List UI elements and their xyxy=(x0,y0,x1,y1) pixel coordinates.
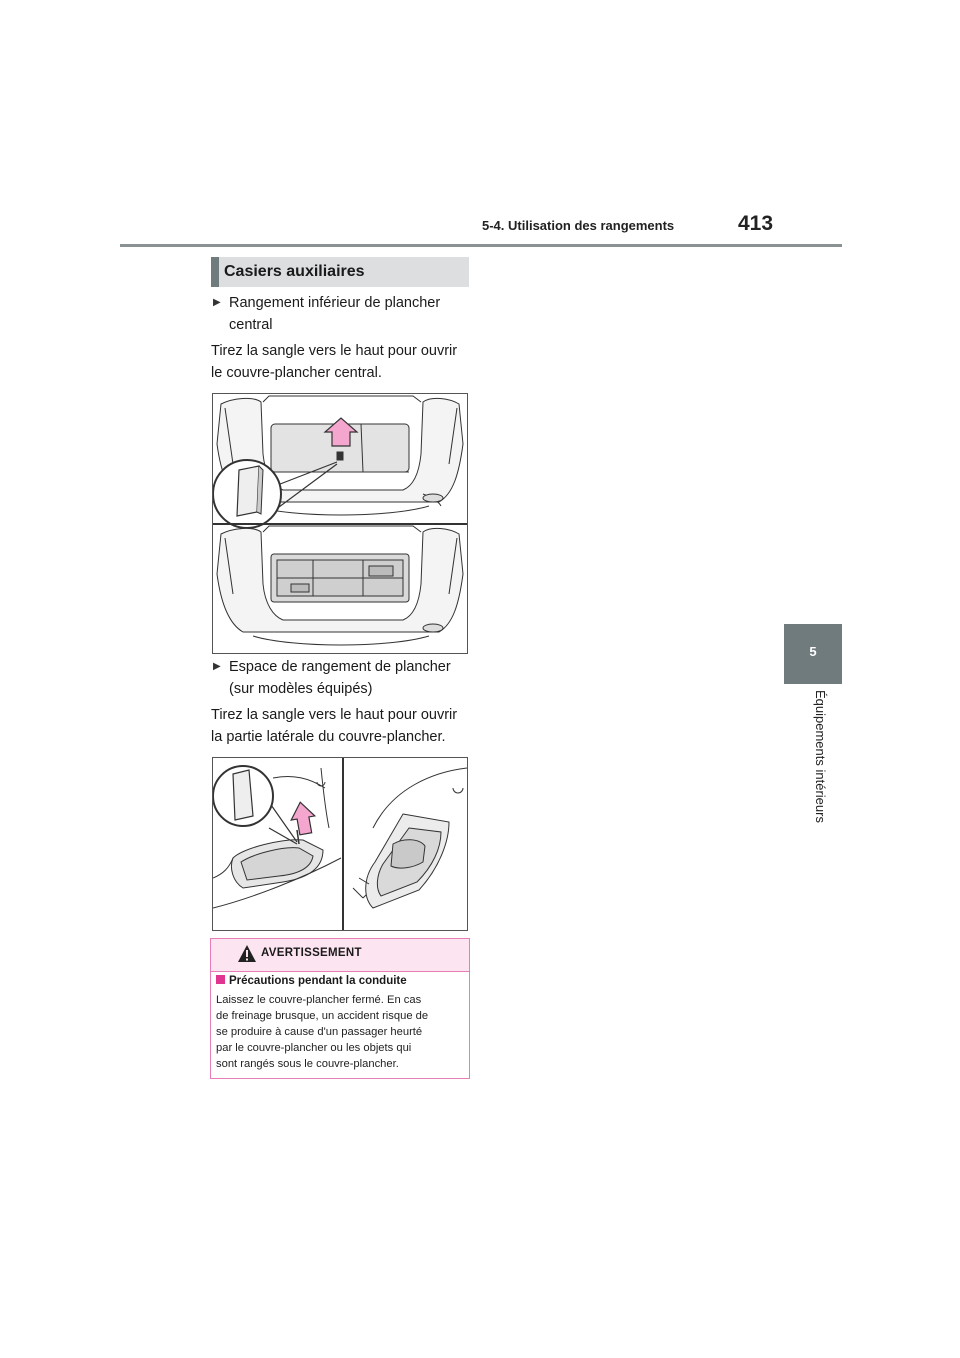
warning-triangle-icon xyxy=(237,944,257,963)
warning-line: se produire à cause d'un passager heurté xyxy=(216,1026,423,1038)
warning-box xyxy=(210,938,470,1079)
chapter-title-vertical: Équipements intérieurs xyxy=(813,690,828,823)
section-title: Casiers auxiliaires xyxy=(211,257,469,287)
square-bullet-icon xyxy=(216,975,225,984)
warning-line: par le couvre-plancher ou les objets qui xyxy=(216,1042,412,1054)
figure-side-floor-storage xyxy=(212,757,468,931)
bullet-arrow-icon: ▶ xyxy=(213,661,221,672)
instruction-paragraph-2 xyxy=(211,704,473,748)
warning-line: de freinage brusque, un accident risque de xyxy=(216,1010,429,1022)
instruction-paragraph-1 xyxy=(211,340,473,384)
illustration-side-floor-cover xyxy=(213,758,467,930)
illustration-trunk-floor-cover xyxy=(213,394,467,653)
warning-line: sont rangés sous le couvre-plancher. xyxy=(216,1058,399,1070)
bullet-arrow-icon: ▶ xyxy=(213,297,221,308)
warning-text xyxy=(216,992,466,1072)
warning-header xyxy=(211,939,469,972)
chapter-tab xyxy=(784,624,842,684)
warning-title: AVERTISSEMENT xyxy=(261,947,362,959)
warning-subtitle xyxy=(216,975,407,987)
page-number: 413 xyxy=(738,212,774,235)
paragraph-line: Tirez la sangle vers le haut pour ouvrir xyxy=(211,707,458,723)
chapter-number: 5 xyxy=(809,644,817,659)
paragraph-line: le couvre-plancher central. xyxy=(211,365,382,381)
paragraph-line: Tirez la sangle vers le haut pour ouvrir xyxy=(211,343,458,359)
figure-central-floor-storage xyxy=(212,393,468,654)
warning-subtitle-text: Précautions pendant la conduite xyxy=(229,975,407,987)
bullet-line: (sur modèles équipés) xyxy=(229,681,373,697)
header-section-title: 5-4. Utilisation des rangements xyxy=(482,218,675,233)
header-divider xyxy=(120,244,842,247)
bullet-line: Espace de rangement de plancher xyxy=(229,659,451,675)
bullet-line: central xyxy=(229,317,273,333)
bullet-line: Rangement inférieur de plancher xyxy=(229,295,441,311)
warning-line: Laissez le couvre-plancher fermé. En cas xyxy=(216,994,422,1006)
paragraph-line: la partie latérale du couvre-plancher. xyxy=(211,729,446,745)
